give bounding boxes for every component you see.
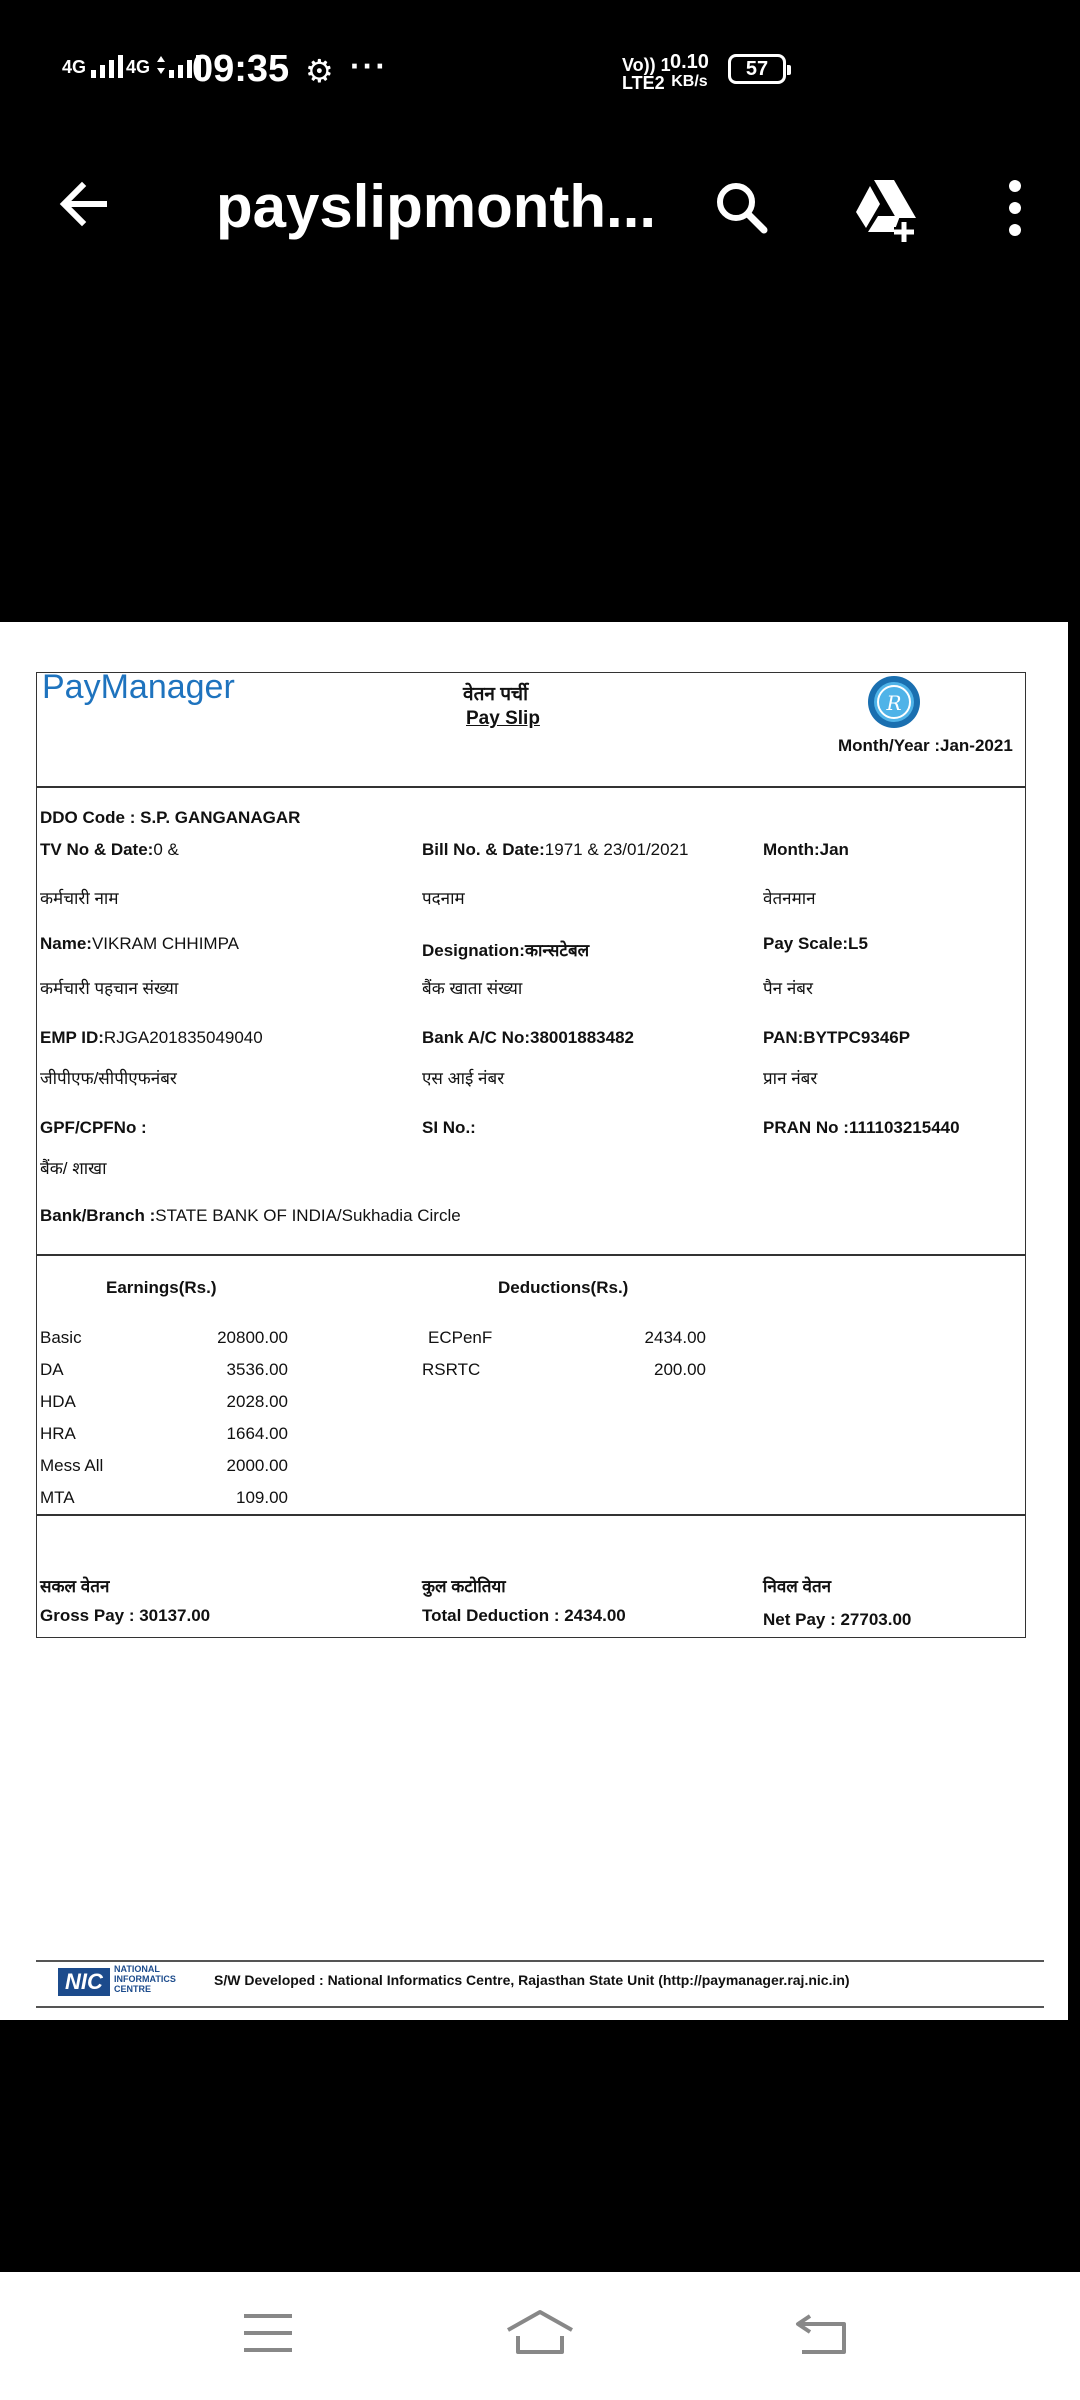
earning-label: HDA [40,1392,76,1411]
designation [422,938,589,961]
network-type-label: 4G [126,57,151,77]
ddo-code: DDO Code : S.P. GANGANAGAR [40,808,301,827]
month-year: Month/Year :Jan-2021 [838,736,1013,755]
speed-value: 0.10 [670,51,709,73]
volte-label: Vo)) 1 [622,55,671,75]
nic-logo-text: NATIONAL INFORMATICS CENTRE [114,1964,176,1994]
pran-number: PRAN No :111103215440 [763,1118,960,1137]
status-bar [0,0,1080,140]
rajasthan-emblem-icon [866,674,922,730]
total-deduction: Total Deduction : 2434.00 [422,1606,626,1625]
back-arrow-icon[interactable] [52,172,116,236]
gpf-number: GPF/CPFNo : [40,1118,147,1137]
network-speed [670,52,709,92]
deduction-label: RSRTC [422,1360,481,1379]
employee-id [40,1028,263,1048]
earning-amount: 3536.00 [226,1360,288,1379]
name-value: VIKRAM CHHIMPA [91,934,240,953]
earning-label: Basic [40,1328,82,1347]
speed-unit: KB/s [671,73,708,90]
pan-number: PAN:BYTPC9346P [763,1028,911,1047]
earning-amount: 109.00 [236,1488,288,1507]
add-to-drive-icon[interactable] [850,172,922,244]
gross-pay-hindi-label: सकल वेतन [40,1577,110,1596]
divider [36,786,1026,788]
deductions-header: Deductions(Rs.) [498,1278,629,1297]
deduction-amount: 200.00 [654,1360,706,1379]
earnings-header: Earnings(Rs.) [106,1278,217,1297]
bank-branch-value: STATE BANK OF INDIA/Sukhadia Circle [155,1206,461,1225]
battery-icon [728,54,786,84]
recents-menu-icon[interactable] [240,2310,296,2356]
emp-id-value: RJGA201835049040 [103,1028,263,1047]
bank-account: Bank A/C No:38001883482 [422,1028,634,1047]
payscale-hindi-label: वेतनमान [763,889,816,908]
earning-amount: 2028.00 [226,1392,288,1411]
earning-amount: 2000.00 [226,1456,288,1475]
signal-indicator-1 [62,52,131,78]
bill-label: Bill No. & Date: [422,840,545,859]
pdf-page[interactable] [0,622,1068,2020]
divider [36,1514,1026,1516]
payslip-title-hindi: वेतन पर्ची [463,684,528,705]
svg-text:R: R [886,691,902,715]
settings-gear-icon: ⚙ [305,53,334,89]
document-title: payslipmonth... [216,173,657,240]
si-hindi-label: एस आई नंबर [422,1069,505,1088]
month: Month:Jan [763,840,849,859]
designation-hindi-label: पदनाम [422,889,465,908]
back-nav-icon[interactable] [794,2310,850,2356]
gross-pay: Gross Pay : 30137.00 [40,1606,211,1625]
employee-name-hindi-label: कर्मचारी नाम [40,889,119,908]
earning-label: Mess All [40,1456,104,1475]
bank-branch [40,1206,461,1226]
earning-label: DA [40,1360,64,1379]
tv-value: 0 & [153,840,179,859]
bank-ac-hindi-label: बैंक खाता संख्या [422,979,523,998]
footer-credit: S/W Developed : National Informatics Centre, Rajasthan State Unit (http://paymanager.raj.nic.in) [214,1972,850,1988]
home-icon[interactable] [504,2306,576,2358]
employee-name [40,934,239,954]
total-deduction-hindi-label: कुल कटोतिया [422,1577,506,1596]
network-type-label: 4G [62,57,87,77]
emp-id-label: EMP ID: [40,1028,104,1047]
divider [36,1254,1026,1256]
earning-label: MTA [40,1488,75,1507]
deduction-amount: 2434.00 [644,1328,706,1347]
bill-value: 1971 & 23/01/2021 [544,840,689,859]
pan-hindi-label: पैन नंबर [763,979,813,998]
more-notifications-icon: ··· [350,48,388,84]
bank-branch-hindi-label: बैंक/ शाखा [40,1159,107,1178]
paymanager-logo: PayManager [42,668,235,706]
earning-amount: 1664.00 [226,1424,288,1443]
navigation-bar [0,2272,1080,2400]
footer-divider [36,2006,1044,2008]
si-number: SI No.: [422,1118,476,1137]
emp-id-hindi-label: कर्मचारी पहचान संख्या [40,979,179,998]
pran-hindi-label: प्रान नंबर [763,1069,818,1088]
bank-branch-label: Bank/Branch : [40,1206,156,1225]
tv-label: TV No & Date: [40,840,154,859]
lte-label: LTE2 [622,73,665,93]
designation-label: Designation: [422,941,525,960]
tv-no [40,840,179,860]
payslip-title: Pay Slip [466,708,540,729]
pay-scale: Pay Scale:L5 [763,934,868,953]
battery-level: 57 [745,58,769,80]
volte-indicator [622,56,671,92]
bill-no [422,840,688,860]
name-label: Name: [40,934,92,953]
footer-divider [36,1960,1044,1962]
net-pay-hindi-label: निवल वेतन [763,1577,832,1596]
designation-value: कान्सटेबल [524,941,590,960]
more-options-icon[interactable] [1000,176,1030,240]
earning-amount: 20800.00 [217,1328,288,1347]
nic-logo: NIC [58,1968,110,1996]
gpf-hindi-label: जीपीएफ/सीपीएफनंबर [40,1069,177,1088]
deduction-label: ECPenF [428,1328,493,1347]
net-pay: Net Pay : 27703.00 [763,1610,912,1629]
earning-label: HRA [40,1424,76,1443]
clock: 09:35 [192,48,290,90]
search-icon[interactable] [710,176,774,240]
